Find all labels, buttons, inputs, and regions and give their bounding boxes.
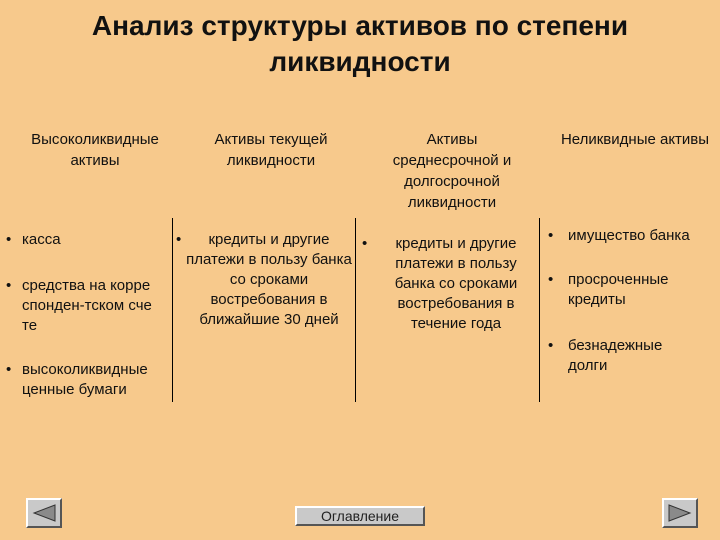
bullet-icon: • bbox=[362, 235, 368, 252]
list-item-text: имущество банка bbox=[568, 227, 690, 244]
column-divider bbox=[355, 218, 356, 402]
column-heading-illiquid: Неликвидные активы bbox=[560, 131, 710, 148]
list-item bbox=[6, 230, 166, 250]
bullet-icon: • bbox=[6, 361, 12, 378]
bullet-icon: • bbox=[6, 231, 12, 248]
list-item-text: высоколиквидные ценные бумаги bbox=[22, 361, 148, 398]
bullet-icon: • bbox=[548, 227, 554, 244]
list-item bbox=[548, 270, 708, 310]
next-slide-button[interactable] bbox=[662, 498, 698, 528]
column-divider bbox=[539, 218, 540, 402]
list-item bbox=[548, 336, 708, 376]
list-item-text: просроченные кредиты bbox=[568, 271, 669, 308]
list-item-text: касса bbox=[22, 231, 61, 248]
bullet-icon: • bbox=[6, 277, 12, 294]
list-item bbox=[6, 276, 156, 336]
bullet-icon: • bbox=[548, 271, 554, 288]
list-item-text: средства на корреспонден-тском счете bbox=[22, 277, 152, 334]
column-heading-highly-liquid: Высоколиквидные активы bbox=[31, 131, 159, 169]
triangle-left-icon bbox=[31, 503, 57, 523]
bullet-icon: • bbox=[176, 231, 182, 248]
list-item bbox=[176, 230, 352, 330]
list-item bbox=[548, 226, 716, 246]
table-of-contents-button[interactable]: Оглавление bbox=[295, 506, 425, 526]
list-item-text: кредиты и другие платежи в пользу банка со сроками востребования в ближайшие 30 дней bbox=[186, 231, 352, 328]
column-heading-current-liquidity: Активы текущей ликвидности bbox=[214, 131, 328, 169]
list-item-text: безнадежные долги bbox=[568, 337, 663, 374]
bullet-icon: • bbox=[548, 337, 554, 354]
page-title: Анализ структуры активов по степени ликвидности bbox=[91, 10, 629, 77]
prev-slide-button[interactable] bbox=[26, 498, 62, 528]
list-item bbox=[6, 360, 181, 400]
list-item bbox=[362, 234, 534, 334]
column-heading-medium-long-liquidity: Активы среднесрочной и долгосрочной ликвидности bbox=[392, 131, 512, 211]
list-item-text: кредиты и другие платежи в пользу банка со сроками востребования в течение года bbox=[394, 235, 518, 332]
triangle-right-icon bbox=[667, 503, 693, 523]
